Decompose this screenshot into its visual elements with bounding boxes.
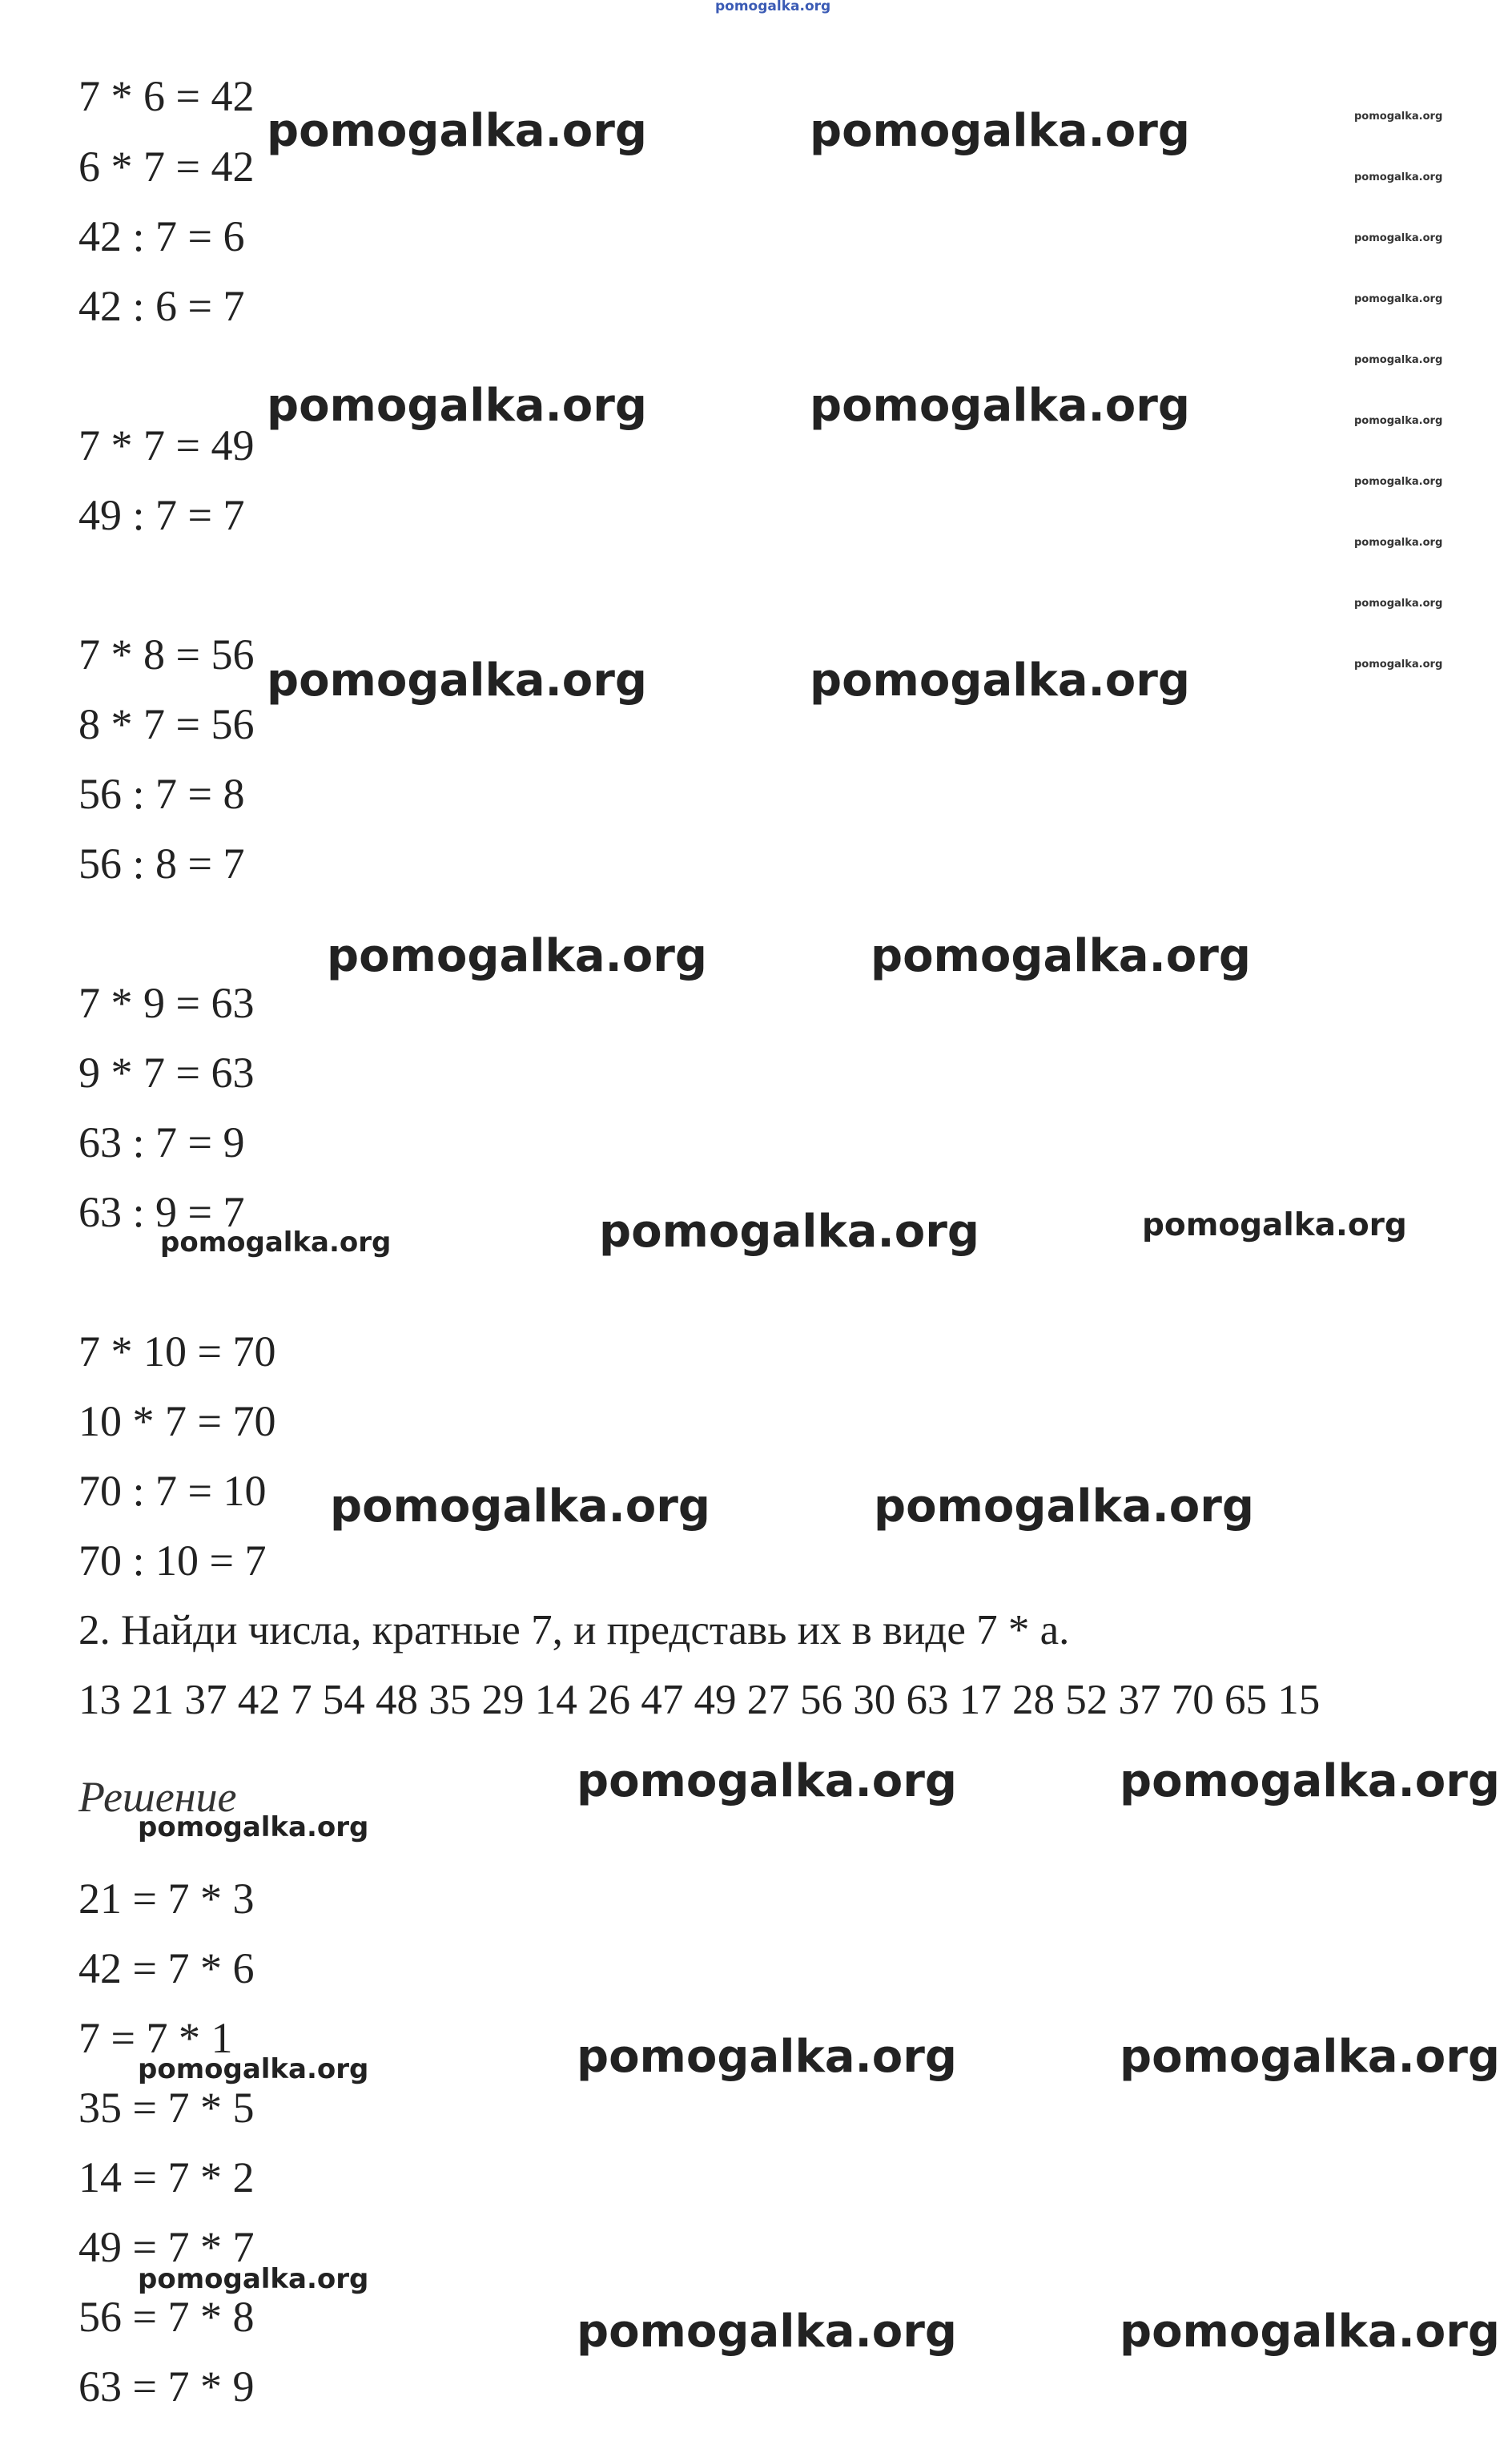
watermark: pomogalka.org xyxy=(577,2306,957,2358)
equation-line: 7 * 6 = 42 xyxy=(78,72,255,120)
watermark: pomogalka.org xyxy=(1354,537,1443,549)
equation-line: 6 * 7 = 42 xyxy=(78,143,255,191)
equation-line: 9 * 7 = 63 xyxy=(78,1049,255,1097)
watermark: pomogalka.org xyxy=(1354,415,1443,427)
solution-line: 63 = 7 * 9 xyxy=(78,2362,255,2411)
watermark: pomogalka.org xyxy=(1354,232,1443,244)
equation-line: 7 * 7 = 49 xyxy=(78,421,255,469)
equation-line: 70 : 7 = 10 xyxy=(78,1467,267,1515)
equation-line: 63 : 7 = 9 xyxy=(78,1118,245,1166)
watermark: pomogalka.org xyxy=(1142,1207,1407,1243)
equation-line: 56 : 7 = 8 xyxy=(78,770,245,818)
watermark: pomogalka.org xyxy=(1354,354,1443,366)
watermark: pomogalka.org xyxy=(1354,111,1443,123)
watermark: pomogalka.org xyxy=(138,2263,369,2295)
watermark: pomogalka.org xyxy=(810,655,1190,707)
solution-heading: Решение xyxy=(78,1773,237,1821)
task-statement: 2. Найди числа, кратные 7, и представь их в виде 7 * а. xyxy=(78,1607,1070,1653)
watermark: pomogalka.org xyxy=(267,380,647,432)
watermark: pomogalka.org xyxy=(1354,293,1443,305)
watermark: pomogalka.org xyxy=(267,655,647,707)
equation-line: 63 : 9 = 7 xyxy=(78,1188,245,1236)
watermark: pomogalka.org xyxy=(874,1480,1254,1533)
watermark: pomogalka.org xyxy=(267,105,647,157)
solution-line: 21 = 7 * 3 xyxy=(78,1875,255,1923)
equation-line: 7 * 9 = 63 xyxy=(78,979,255,1027)
solution-line: 14 = 7 * 2 xyxy=(78,2153,255,2201)
equation-line: 42 : 6 = 7 xyxy=(78,282,245,330)
equation-line: 10 * 7 = 70 xyxy=(78,1397,276,1445)
watermark: pomogalka.org xyxy=(1120,2031,1500,2083)
watermark: pomogalka.org xyxy=(138,2053,369,2085)
equation-line: 7 * 8 = 56 xyxy=(78,630,255,679)
solution-line: 35 = 7 * 5 xyxy=(78,2084,255,2132)
watermark: pomogalka.org xyxy=(577,2031,957,2083)
equation-line: 56 : 8 = 7 xyxy=(78,840,245,888)
site-mark: pomogalka.org xyxy=(715,0,831,14)
watermark: pomogalka.org xyxy=(871,930,1251,982)
watermark: pomogalka.org xyxy=(1120,2306,1500,2358)
solution-line: 49 = 7 * 7 xyxy=(78,2223,255,2271)
watermark: pomogalka.org xyxy=(577,1755,957,1807)
watermark: pomogalka.org xyxy=(599,1206,979,1258)
number-sequence: 13 21 37 42 7 54 48 35 29 14 26 47 49 27 56 30 63 17 28 52 37 70 65 15 xyxy=(78,1677,1321,1723)
watermark: pomogalka.org xyxy=(810,380,1190,432)
watermark: pomogalka.org xyxy=(1354,171,1443,183)
equation-line: 70 : 10 = 7 xyxy=(78,1537,267,1585)
solution-line: 56 = 7 * 8 xyxy=(78,2293,255,2341)
equation-line: 49 : 7 = 7 xyxy=(78,491,245,539)
equation-line: 42 : 7 = 6 xyxy=(78,212,245,260)
equation-line: 8 * 7 = 56 xyxy=(78,700,255,748)
watermark: pomogalka.org xyxy=(1354,659,1443,671)
watermark: pomogalka.org xyxy=(327,930,707,982)
solution-line: 42 = 7 * 6 xyxy=(78,1944,255,1992)
watermark: pomogalka.org xyxy=(160,1226,392,1259)
watermark: pomogalka.org xyxy=(330,1480,710,1533)
watermark: pomogalka.org xyxy=(1354,476,1443,488)
watermark: pomogalka.org xyxy=(1354,598,1443,610)
watermark: pomogalka.org xyxy=(810,105,1190,157)
solution-line: 7 = 7 * 1 xyxy=(78,2014,233,2062)
watermark: pomogalka.org xyxy=(1120,1755,1500,1807)
watermark: pomogalka.org xyxy=(138,1811,369,1843)
equation-line: 7 * 10 = 70 xyxy=(78,1327,276,1376)
